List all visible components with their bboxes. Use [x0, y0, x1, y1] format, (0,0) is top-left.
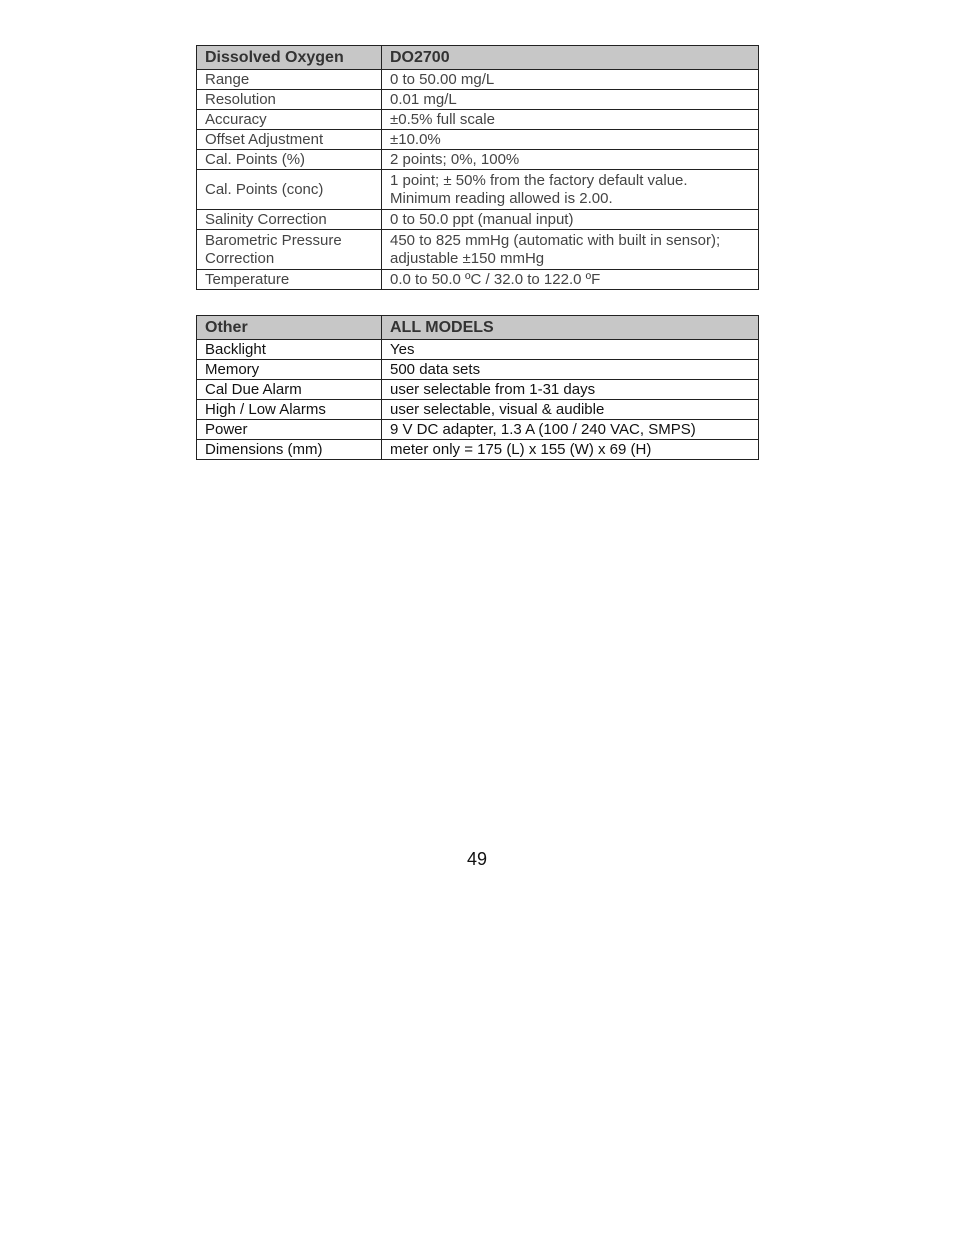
table-row [197, 270, 759, 290]
spec-label: Memory [197, 360, 382, 380]
table-row [197, 150, 759, 170]
spec-value: user selectable, visual & audible [382, 400, 759, 420]
header-cell: DO2700 [382, 46, 759, 70]
table-row [197, 210, 759, 230]
spec-value: Yes [382, 340, 759, 360]
spec-value: 9 V DC adapter, 1.3 A (100 / 240 VAC, SMPS) [382, 420, 759, 440]
table-row [197, 170, 759, 210]
spec-value: ±0.5% full scale [382, 110, 759, 130]
spec-value: ±10.0% [382, 130, 759, 150]
spec-value: user selectable from 1-31 days [382, 380, 759, 400]
table-row [197, 360, 759, 380]
spec-value-line: Minimum reading allowed is 2.00. [390, 189, 613, 207]
table-row [197, 130, 759, 150]
spec-label: Power [197, 420, 382, 440]
table-row [197, 110, 759, 130]
spec-value: 0 to 50.0 ppt (manual input) [382, 210, 759, 230]
spec-label: Cal Due Alarm [197, 380, 382, 400]
table-row [197, 380, 759, 400]
table-header-row [197, 316, 759, 340]
spec-label: Offset Adjustment [197, 130, 382, 150]
page-number: 49 [466, 849, 488, 869]
table-row [197, 340, 759, 360]
table-row [197, 440, 759, 460]
spec-label: Accuracy [197, 110, 382, 130]
spec-label: Salinity Correction [197, 210, 382, 230]
spec-value-line: 1 point; ± 50% from the factory default value. [390, 171, 688, 189]
table-row [197, 400, 759, 420]
spec-value [382, 170, 759, 210]
spec-value: 2 points; 0%, 100% [382, 150, 759, 170]
header-cell: Other [197, 316, 382, 340]
spec-label: Resolution [197, 90, 382, 110]
spec-label-line: Correction [205, 249, 275, 267]
table-row [197, 420, 759, 440]
header-cell: ALL MODELS [382, 316, 759, 340]
spec-label: Dimensions (mm) [197, 440, 382, 460]
spec-label-line: Barometric Pressure [205, 231, 342, 249]
spec-value: 0.0 to 50.0 ºC / 32.0 to 122.0 ºF [382, 270, 759, 290]
spec-value: meter only = 175 (L) x 155 (W) x 69 (H) [382, 440, 759, 460]
spec-label: Cal. Points (%) [197, 150, 382, 170]
spec-value [382, 230, 759, 270]
table-header-row [197, 46, 759, 70]
table-row [197, 90, 759, 110]
spec-value-line: 450 to 825 mmHg (automatic with built in sensor); [390, 231, 721, 249]
other-spec-table [196, 315, 759, 460]
table-row [197, 230, 759, 270]
spec-label: Cal. Points (conc) [197, 170, 382, 210]
spec-value: 0.01 mg/L [382, 90, 759, 110]
dissolved-oxygen-spec-table [196, 45, 759, 290]
spec-label: Range [197, 70, 382, 90]
spec-label: High / Low Alarms [197, 400, 382, 420]
table-row [197, 70, 759, 90]
spec-label: Backlight [197, 340, 382, 360]
spec-value: 500 data sets [382, 360, 759, 380]
spec-label: Temperature [197, 270, 382, 290]
spec-label [197, 230, 382, 270]
spec-value: 0 to 50.00 mg/L [382, 70, 759, 90]
spec-value-line: adjustable ±150 mmHg [390, 249, 545, 267]
header-cell: Dissolved Oxygen [197, 46, 382, 70]
